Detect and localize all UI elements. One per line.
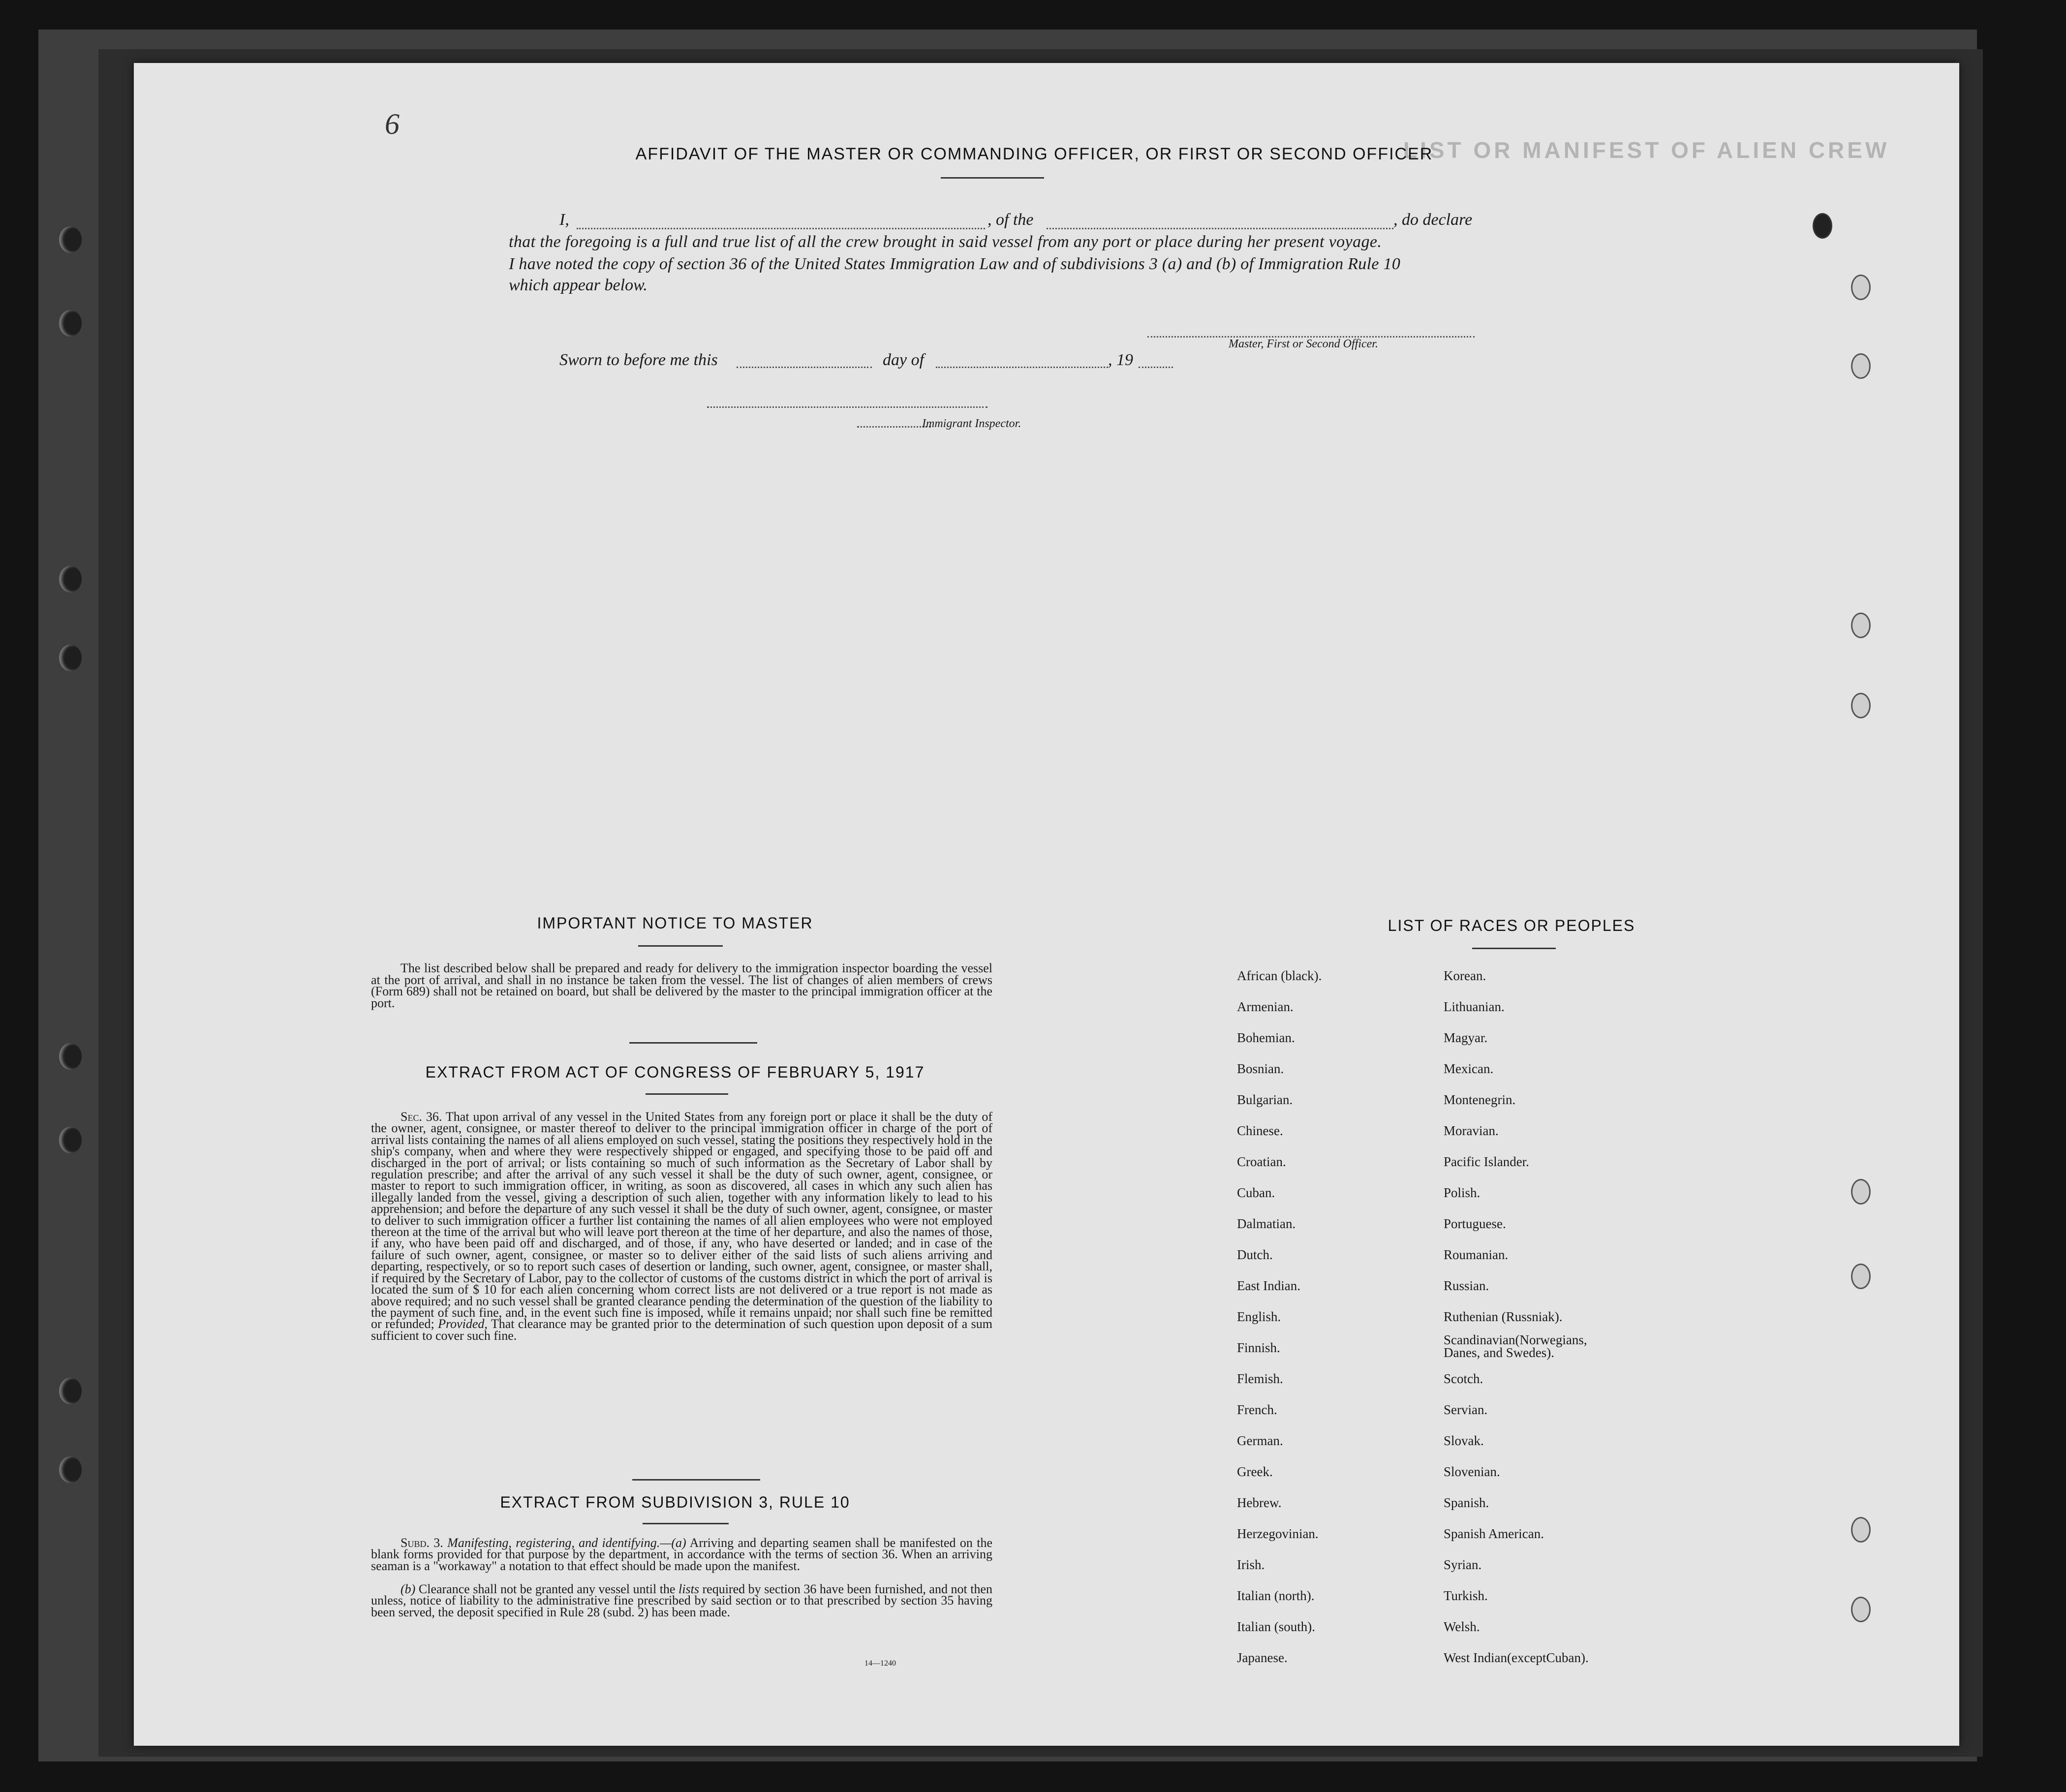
punch-hole-icon bbox=[1813, 213, 1832, 239]
race-item: Finnish. bbox=[1237, 1340, 1280, 1355]
race-item: Dalmatian. bbox=[1237, 1216, 1296, 1231]
punch-hole-icon bbox=[1851, 613, 1871, 638]
inspector-signature-field-short[interactable] bbox=[857, 426, 931, 428]
binder-hole-icon bbox=[59, 645, 82, 671]
page-corner-mark: 6 bbox=[385, 108, 400, 140]
race-item: Syrian. bbox=[1444, 1557, 1482, 1572]
race-item: Portuguese. bbox=[1444, 1216, 1506, 1231]
race-item: Hebrew. bbox=[1237, 1495, 1282, 1510]
race-item: Scotch. bbox=[1444, 1371, 1483, 1386]
race-item: Servian. bbox=[1444, 1402, 1488, 1417]
race-item: Polish. bbox=[1444, 1185, 1480, 1200]
race-item: Spanish. bbox=[1444, 1495, 1489, 1510]
notice-text bbox=[371, 962, 992, 1009]
race-item: Flemish. bbox=[1237, 1371, 1283, 1386]
punch-hole-icon bbox=[1851, 693, 1871, 718]
binder-hole-icon bbox=[59, 226, 82, 253]
race-item: Croatian. bbox=[1237, 1154, 1286, 1169]
race-item: West Indian(exceptCuban). bbox=[1444, 1650, 1589, 1665]
punch-hole-icon bbox=[1851, 1264, 1871, 1289]
race-item: Cuban. bbox=[1237, 1185, 1275, 1200]
vessel-name-field[interactable] bbox=[1047, 228, 1393, 229]
binder-hole-icon bbox=[59, 566, 82, 592]
title-rule bbox=[941, 177, 1044, 179]
master-signature-label: Master, First or Second Officer. bbox=[1229, 338, 1378, 350]
race-item: Korean. bbox=[1444, 968, 1486, 983]
extract-act-end-rule bbox=[632, 1479, 760, 1481]
race-item: Roumanian. bbox=[1444, 1247, 1509, 1262]
subdivision-b-text bbox=[371, 1583, 992, 1618]
race-item: Turkish. bbox=[1444, 1588, 1488, 1603]
race-item: French. bbox=[1237, 1402, 1277, 1417]
race-item: Scandinavian(Norwegians, Danes, and Swedes). bbox=[1444, 1332, 1587, 1360]
extract-rule-rule bbox=[643, 1523, 729, 1524]
bleed-through-text: LIST OR MANIFEST OF ALIEN CREW bbox=[1403, 137, 1890, 163]
binder-hole-icon bbox=[59, 1378, 82, 1404]
sworn-label: Sworn to before me this bbox=[559, 351, 718, 369]
provided-word: Provided, bbox=[438, 1317, 488, 1331]
punch-hole-icon bbox=[1851, 1517, 1871, 1543]
punch-hole-icon bbox=[1851, 353, 1871, 379]
notice-rule bbox=[638, 945, 723, 947]
declare-of: , of the bbox=[987, 211, 1034, 229]
binder-hole-icon bbox=[59, 1456, 82, 1483]
extract-act-rule bbox=[646, 1093, 728, 1095]
punch-hole-icon bbox=[1851, 1179, 1871, 1205]
race-item: Chinese. bbox=[1237, 1123, 1283, 1138]
race-item: East Indian. bbox=[1237, 1278, 1300, 1293]
section-36-end: That clearance may be granted prior to the determination of such question upon deposit of a sum sufficient to cover such fine. bbox=[371, 1317, 993, 1343]
race-item: African (black). bbox=[1237, 968, 1322, 983]
race-item: Russian. bbox=[1444, 1278, 1489, 1293]
race-item: Bohemian. bbox=[1237, 1030, 1295, 1045]
sworn-day-field[interactable] bbox=[737, 367, 872, 368]
race-item: German. bbox=[1237, 1433, 1283, 1448]
affidavit-line-4: which appear below. bbox=[509, 276, 648, 294]
declare-end: , do declare bbox=[1393, 211, 1473, 229]
race-item: Montenegrin. bbox=[1444, 1092, 1516, 1107]
race-item: Greek. bbox=[1237, 1464, 1273, 1479]
affidavit-line-3: I have noted the copy of section 36 of the United States Immigration Law and of subdivisions 3 (a) and (b) of Immigration Rule 10 bbox=[509, 255, 1401, 273]
punch-hole-icon bbox=[1851, 1597, 1871, 1622]
section-36-text bbox=[371, 1111, 992, 1341]
races-rule bbox=[1472, 948, 1556, 949]
race-item: Bulgarian. bbox=[1237, 1092, 1293, 1107]
subdivision-b-label: (b) bbox=[401, 1582, 416, 1596]
race-item: Irish. bbox=[1237, 1557, 1265, 1572]
notice-body: The list described below shall be prepared and ready for delivery to the immigration inspector boarding the vessel at the port of arrival, and shall in no instance be taken from the vessel. The list of changes of alien members of crews (Form 689) shall not be retained on board, but shall be delivered by the master to the principal immigration officer at the port. bbox=[371, 961, 992, 1010]
race-item: Italian (north). bbox=[1237, 1588, 1315, 1603]
races-title: LIST OF RACES OR PEOPLES bbox=[1388, 917, 1635, 934]
inspector-signature-field[interactable] bbox=[707, 406, 987, 408]
binder-hole-icon bbox=[59, 1127, 82, 1153]
affidavit-line-2: that the foregoing is a full and true list of all the crew brought in said vessel from any port or place during her present voyage. bbox=[509, 233, 1382, 251]
sworn-year-field[interactable] bbox=[1139, 367, 1173, 368]
notice-title: IMPORTANT NOTICE TO MASTER bbox=[537, 914, 813, 932]
declarant-name-field[interactable] bbox=[577, 228, 985, 229]
race-item: Pacific Islander. bbox=[1444, 1154, 1529, 1169]
race-item: Slovak. bbox=[1444, 1433, 1484, 1448]
subdivision-b-lists: lists bbox=[678, 1582, 699, 1596]
binder-hole-icon bbox=[59, 1043, 82, 1070]
year-label: , 19 bbox=[1108, 351, 1133, 369]
subdivision-b-post: required by section 36 have been furnished, and not then unless, notice of liability to the administrative fine prescribed by said section or to that prescribed by section 35 having been served, the deposit specified in Rule 28 (subd. 2) has been made. bbox=[371, 1582, 993, 1619]
race-item: Magyar. bbox=[1444, 1030, 1488, 1045]
race-item: Italian (south). bbox=[1237, 1619, 1315, 1634]
race-item: Armenian. bbox=[1237, 999, 1294, 1014]
race-item: Ruthenian (Russniak). bbox=[1444, 1309, 1563, 1324]
sworn-month-field[interactable] bbox=[936, 367, 1108, 368]
race-item: Lithuanian. bbox=[1444, 999, 1505, 1014]
extract-act-title: EXTRACT FROM ACT OF CONGRESS OF FEBRUARY 5, 1917 bbox=[425, 1063, 925, 1081]
affidavit-title: AFFIDAVIT OF THE MASTER OR COMMANDING OFFICER, OR FIRST OR SECOND OFFICER bbox=[635, 145, 1433, 163]
race-item: Moravian. bbox=[1444, 1123, 1499, 1138]
race-item: Japanese. bbox=[1237, 1650, 1288, 1665]
subdivision-3-text bbox=[371, 1537, 992, 1572]
manifest-page bbox=[134, 63, 1959, 1746]
race-item: Bosnian. bbox=[1237, 1061, 1284, 1076]
race-item: Mexican. bbox=[1444, 1061, 1494, 1076]
binder-hole-icon bbox=[59, 310, 82, 337]
declare-i: I, bbox=[559, 211, 569, 229]
subdivision-heading: Manifesting, registering, and identifying.—(a) bbox=[447, 1536, 686, 1550]
race-item: Dutch. bbox=[1237, 1247, 1273, 1262]
punch-hole-icon bbox=[1851, 275, 1871, 300]
section-36-body: That upon arrival of any vessel in the United States from any foreign port or place it shall be the duty of the owner, agent, consignee, or master thereof to deliver to the principal immigration officer in charge of the port of arrival lists containing the names of all aliens employed on such vessel, stating the positions they respectively hold in the ship's company, when and where they were respectively shipped or engaged, and specifying those to be paid off and discharged in the port of arrival; or lists containing so much of such information as the Secretary of Labor shall by regulation prescribe; and after the arrival of any such vessel it shall be the duty of such owner, agent, consignee, or master to report to such immigration officer, in writing, as soon as discovered, all cases in which any such alien has illegally landed from the vessel, giving a description of such alien, together with any information likely to lead to his apprehension; and before the departure of any such vessel it shall be the duty of such owner, agent, consignee, or master to deliver to such immigration officer a further list containing the names of all alien employees who were not employed thereon at the time of the arrival but who will leave port thereon at the time of her departure, and also the names of those, if any, who have been paid off and discharged, and of those, if any, who have deserted or landed; and in case of the failure of such owner, agent, consignee, or master so to deliver either of the said lists of such aliens arriving and departing, respectively, or so to report such cases of desertion or landing, such owner, agent, consignee, or master shall, if required by the Secretary of Labor, pay to the collector of customs of the customs district in which the port of arrival is located the sum of $ 10 for each alien concerning whom correct lists are not delivered or a true report is not made as above required; and no such vessel shall be granted clearance pending the determination of the question of the liability to the payment of such fine, and, in the event such fine is imposed, while it remains unpaid; nor shall such fine be remitted or refunded; bbox=[371, 1110, 993, 1331]
extract-rule-title: EXTRACT FROM SUBDIVISION 3, RULE 10 bbox=[500, 1493, 850, 1511]
race-item: Welsh. bbox=[1444, 1619, 1480, 1634]
notice-end-rule bbox=[629, 1042, 757, 1044]
subdivision-label: Subd. 3. bbox=[401, 1536, 443, 1550]
day-of-label: day of bbox=[883, 351, 925, 369]
race-item: Slovenian. bbox=[1444, 1464, 1500, 1479]
inspector-label: Immigrant Inspector. bbox=[922, 417, 1021, 430]
race-item: Spanish American. bbox=[1444, 1526, 1544, 1541]
form-number: 14—1240 bbox=[864, 1659, 896, 1668]
race-item: Herzegovinian. bbox=[1237, 1526, 1319, 1541]
race-item: English. bbox=[1237, 1309, 1281, 1324]
subdivision-a-body: Arriving and departing seamen shall be manifested on the blank forms provided for that purpose by the department, in accordance with the terms of section 36. When an arriving seaman is a "workaway" a notation to that effect should be made upon the manifest. bbox=[371, 1536, 992, 1573]
subdivision-b-pre: Clearance shall not be granted any vessel until the bbox=[418, 1582, 676, 1596]
section-label: Sec. 36. bbox=[401, 1110, 442, 1124]
